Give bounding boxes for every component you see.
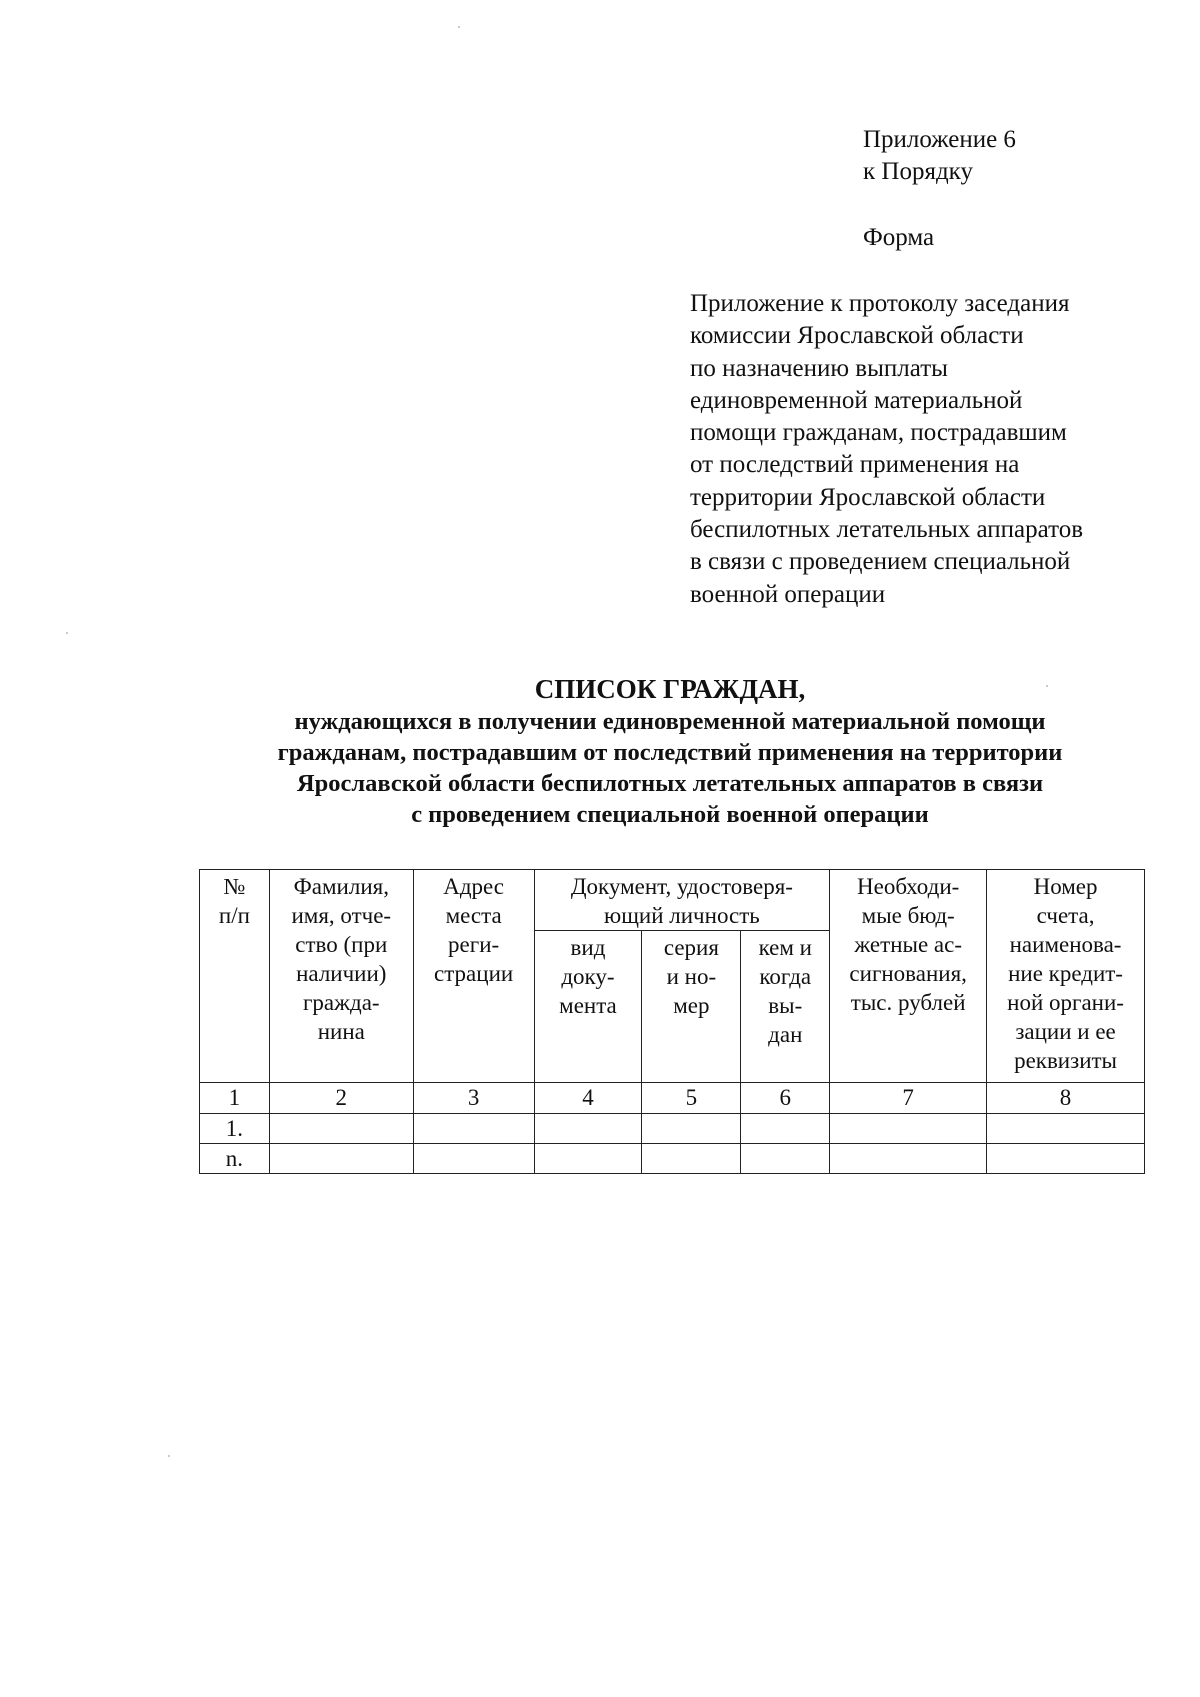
column-number: 8 <box>987 1083 1145 1114</box>
row-number: n. <box>200 1144 270 1174</box>
appendix-number: Приложение 6 <box>863 126 1016 153</box>
cell-issued <box>741 1144 830 1174</box>
cell-address <box>413 1114 534 1144</box>
cell-issued <box>741 1114 830 1144</box>
cell-series <box>642 1114 741 1144</box>
column-number: 4 <box>534 1083 642 1114</box>
subtitle-line: Ярославской области беспилотных летательных аппаратов в связи <box>296 770 1044 797</box>
cell-address <box>413 1144 534 1174</box>
citizens-table <box>199 869 1145 1174</box>
header-address: Адрес места реги- страции <box>413 870 534 1083</box>
header-funds: Необходи- мые бюд- жетные ас- сигнования, тыс. рублей <box>830 870 987 1083</box>
cell-account <box>987 1144 1145 1174</box>
column-number: 1 <box>200 1083 270 1114</box>
cell-funds <box>830 1144 987 1174</box>
protocol-note-line: в связи с проведением специальной <box>690 548 1071 576</box>
cell-fio <box>269 1114 413 1144</box>
header-account: Номер счета, наименова- ние кредит- ной органи- зации и ее реквизиты <box>987 870 1145 1083</box>
protocol-note-line: помощи гражданам, пострадавшим <box>690 419 1067 447</box>
header-fio: Фамилия, имя, отче- ство (при наличии) гражда- нина <box>269 870 413 1083</box>
column-number: 6 <box>741 1083 830 1114</box>
appendix-procedure: к Порядку <box>863 158 973 185</box>
protocol-note-line: по назначению выплаты <box>690 354 948 382</box>
protocol-note-line: беспилотных летательных аппаратов <box>690 516 1084 544</box>
protocol-note-line: военной операции <box>690 580 886 608</box>
cell-doc-type <box>534 1114 642 1144</box>
cell-doc-type <box>534 1144 642 1174</box>
form-label: Форма <box>863 224 935 251</box>
table-row <box>200 1144 1145 1174</box>
header-series: серия и но- мер <box>642 931 741 1083</box>
document-subtitle <box>190 706 1150 830</box>
scan-speck <box>168 1455 170 1457</box>
column-number: 5 <box>642 1083 741 1114</box>
document-title: СПИСОК ГРАЖДАН, <box>534 674 806 704</box>
scan-speck <box>66 632 68 634</box>
protocol-note-line: от последствий применения на <box>690 451 1020 479</box>
cell-account <box>987 1114 1145 1144</box>
appendix-reference <box>863 124 1016 188</box>
document-title-block <box>190 672 1150 830</box>
header-issued: кем и когда вы- дан <box>741 931 830 1083</box>
row-number: 1. <box>200 1114 270 1144</box>
protocol-note-line: территории Ярославской области <box>690 483 1046 511</box>
header-doc-type: вид доку- мента <box>534 931 642 1083</box>
cell-fio <box>269 1144 413 1174</box>
column-number: 7 <box>830 1083 987 1114</box>
scan-speck <box>1046 685 1048 687</box>
column-number: 3 <box>413 1083 534 1114</box>
header-document: Документ, удостоверя- ющий личность <box>534 870 830 931</box>
header-num: № п/п <box>200 870 270 1083</box>
table-row <box>200 1114 1145 1144</box>
protocol-note-line: комиссии Ярославской области <box>690 322 1024 350</box>
protocol-note-line: Приложение к протоколу заседания <box>690 290 1070 317</box>
scan-speck <box>458 26 460 28</box>
column-number: 2 <box>269 1083 413 1114</box>
protocol-note <box>690 288 1160 611</box>
subtitle-line: с проведением специальной военной операции <box>411 801 929 828</box>
subtitle-line: гражданам, пострадавшим от последствий применения на территории <box>277 739 1063 766</box>
column-numbers-row <box>200 1083 1145 1114</box>
cell-series <box>642 1144 741 1174</box>
protocol-note-line: единовременной материальной <box>690 386 1023 414</box>
cell-funds <box>830 1114 987 1144</box>
subtitle-line: нуждающихся в получении единовременной материальной помощи <box>294 708 1046 735</box>
